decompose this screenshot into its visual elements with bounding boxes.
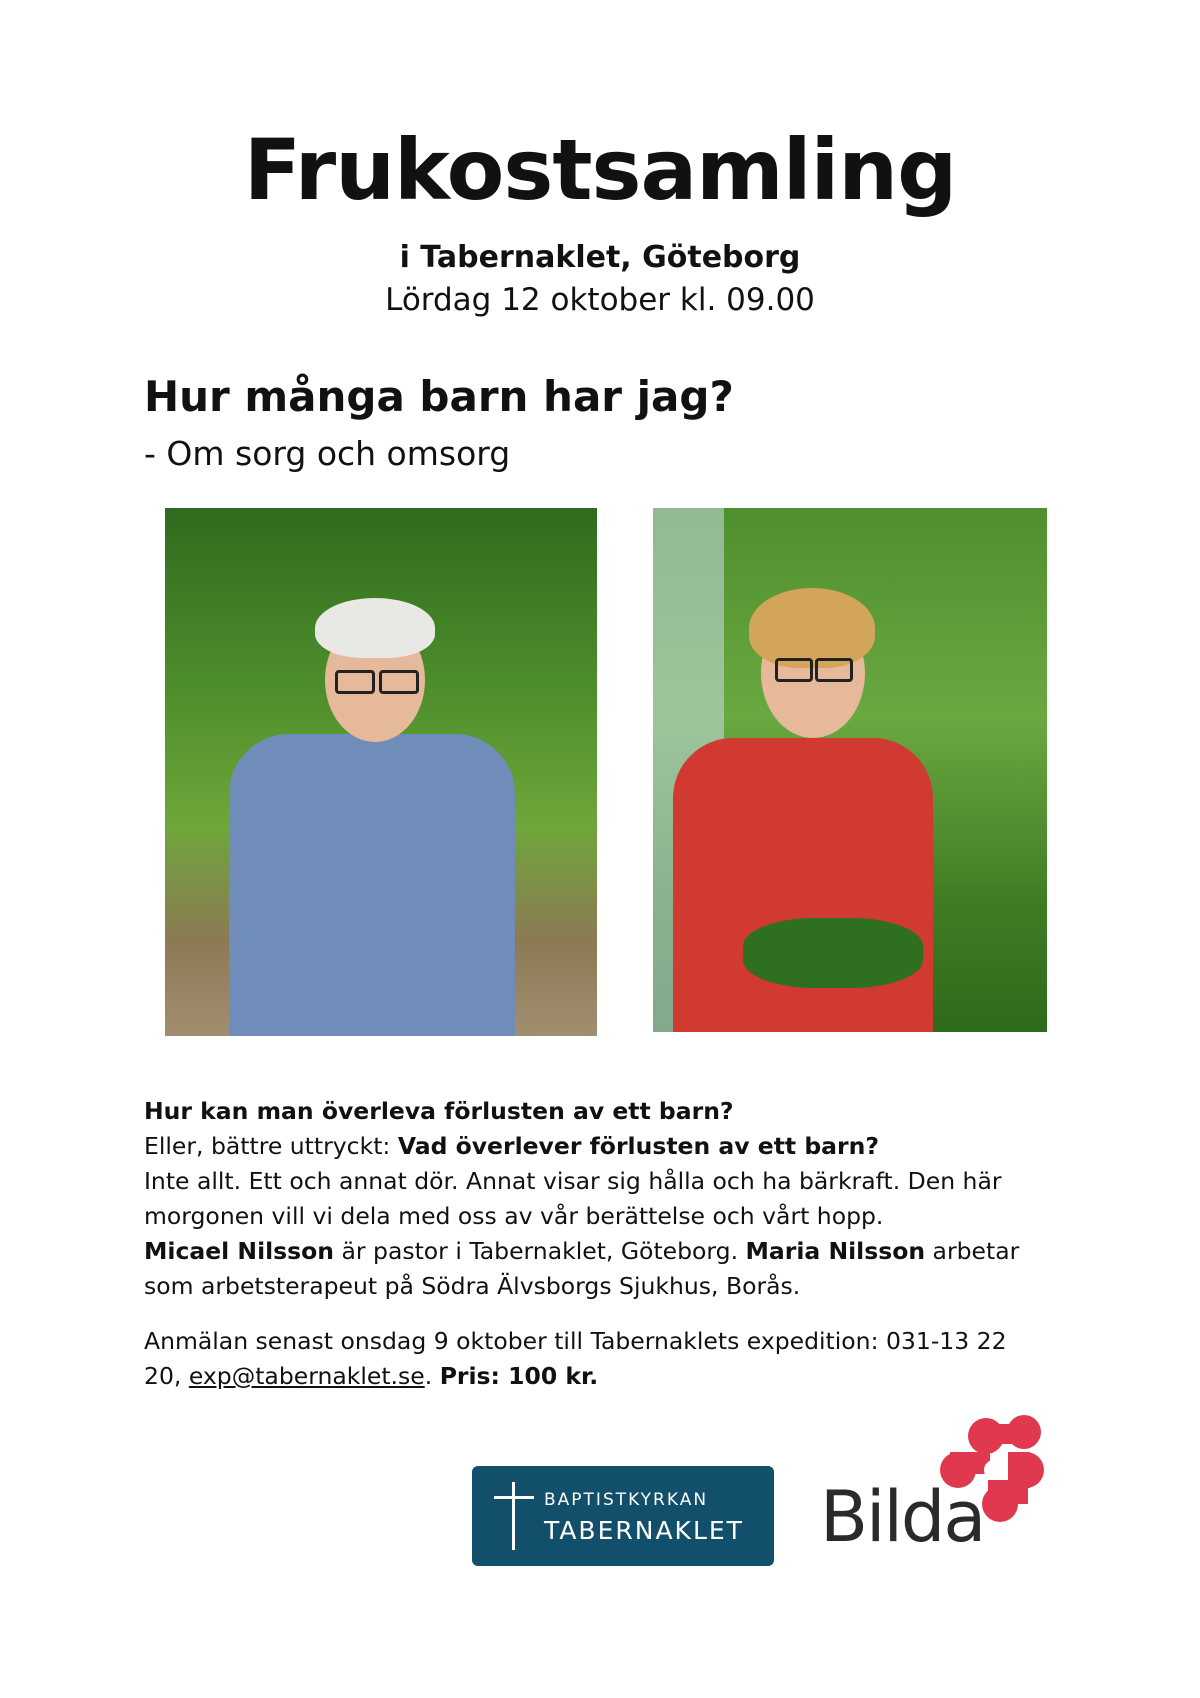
speaker-2-text: arbetar som arbetsterapeut på Södra Älvsborgs Sjukhus, Borås. [144,1237,1020,1300]
photo-micael-nilsson [165,508,597,1036]
speaker-1-name: Micael Nilsson [144,1237,335,1265]
price: Pris: 100 kr. [439,1362,599,1390]
speaker-2-name: Maria Nilsson [745,1237,926,1265]
registration-info [144,1324,1044,1394]
speaker-1-text: är pastor i Tabernaklet, Göteborg. [334,1237,746,1265]
registration-separator: . [424,1362,440,1390]
event-description [144,1094,1074,1304]
tabernaklet-logo-line1: BAPTISTKYRKAN [544,1490,709,1510]
cross-icon [512,1482,515,1550]
question-1: Hur kan man överleva förlusten av ett barn? [144,1097,734,1125]
email-link[interactable]: exp@tabernaklet.se [188,1362,425,1390]
tabernaklet-logo-line2: TABERNAKLET [544,1516,744,1545]
topic-heading: Hur många barn har jag? [144,372,734,421]
registration-text: Anmälan senast onsdag 9 oktober till Tabernaklets expedition: 031-13 22 20, [144,1327,1007,1390]
topic-subheading: - Om sorg och omsorg [144,434,511,473]
bilda-logo-word: Bilda [820,1476,985,1558]
bilda-logo [818,1400,1068,1570]
event-title: Frukostsamling [243,121,957,219]
question-2: Vad överlever förlusten av ett barn? [397,1132,879,1160]
description-text: Inte allt. Ett och annat dör. Annat visar sig hålla och ha bärkraft. Den här morgonen vill vi dela med oss av vår berättelse och vårt hopp. [144,1167,1002,1230]
question-2-prefix: Eller, bättre uttryckt: [144,1132,398,1160]
event-datetime: Lördag 12 oktober kl. 09.00 [385,282,815,318]
photo-maria-nilsson [653,508,1047,1032]
tabernaklet-logo [472,1466,774,1566]
event-location: i Tabernaklet, Göteborg [399,240,801,275]
